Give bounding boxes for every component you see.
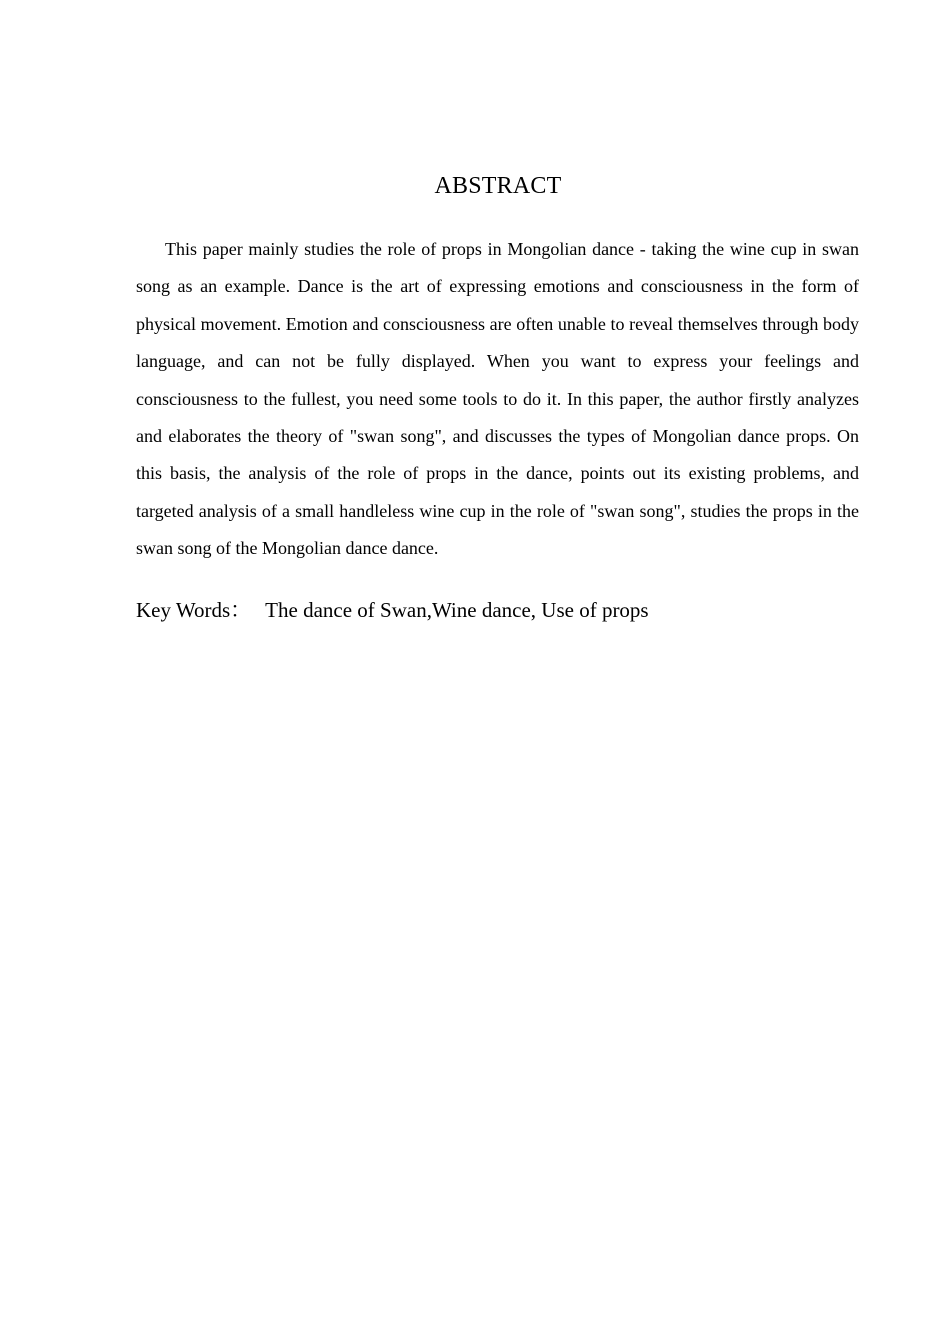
abstract-body: This paper mainly studies the role of props in Mongolian dance - taking the wine cup in swan song as an example. Dance is the art of expressing emotions and consciousness in the form of physical movement. Emotion and consciousness are often unable to reveal themselves through body language, and can not be fully displayed. When you want to express your feelings and consciousness to the fullest, you need some tools to do it. In this paper, the author firstly analyzes and elaborates the theory of "swan song", and discusses the types of Mongolian dance props. On this basis, the analysis of the role of props in the dance, points out its existing problems, and targeted analysis of a small handleless wine cup in the role of "swan song", studies the props in the swan song of the Mongolian dance dance. xyxy=(136,239,859,559)
abstract-title: ABSTRACT xyxy=(434,173,562,199)
keywords-line xyxy=(136,595,859,625)
keywords-label: Key Words： xyxy=(136,598,252,622)
keywords-value: The dance of Swan,Wine dance, Use of props xyxy=(265,598,649,622)
